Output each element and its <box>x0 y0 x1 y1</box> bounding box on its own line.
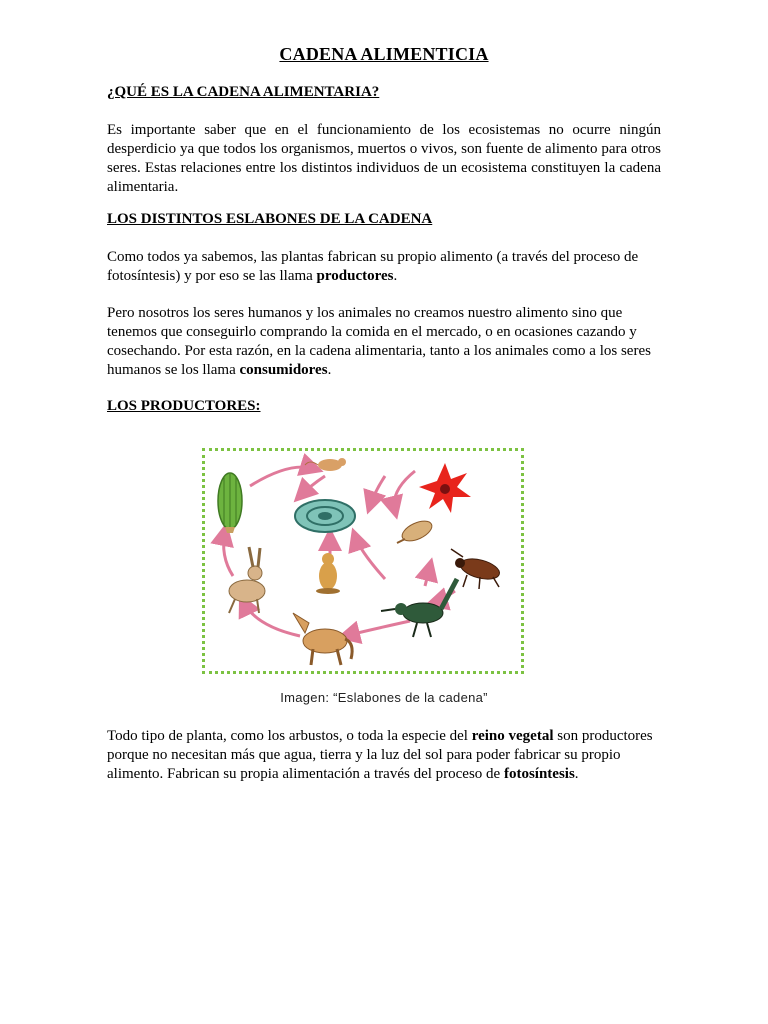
heading-links: LOS DISTINTOS ESLABONES DE LA CADENA <box>107 211 433 227</box>
beetle-icon <box>451 549 502 589</box>
roadrunner-icon <box>381 579 457 637</box>
paragraph-intro: Es importante saber que en el funcionamiento de los ecosistemas no ocurre ningún desperdicio ya que todos los organismos, muertos o vivos, son fuente de alimento para otros seres. Estas relaciones entre los distintos individuos de un ecosistema constituyen la cadena alimentaria. <box>107 122 661 195</box>
term-productores: productores <box>316 268 394 284</box>
text: Todo tipo de planta, como los arbustos, o toda la especie del <box>107 728 472 744</box>
paragraph-producers-intro <box>107 248 661 286</box>
term-fotosintesis: fotosíntesis <box>503 766 575 782</box>
text: . <box>393 268 398 284</box>
page-title: CADENA ALIMENTICIA <box>279 44 489 64</box>
paragraph-producers <box>107 727 661 784</box>
food-chain-figure <box>202 448 524 674</box>
text: Pero nosotros los seres humanos y los animales no creamos nuestro alimento sino que tenemos que conseguirlo comprando la comida en el mercado, o en ocasiones cazando y cosechando. Por esta razón, en la cadena alimentaria, tanto a los animales como a los seres humanos se los llama <box>107 305 651 378</box>
paragraph-consumers <box>107 304 661 380</box>
term-reino-vegetal: reino vegetal <box>471 728 554 744</box>
cactus-icon <box>218 473 242 533</box>
heading-what-is: ¿QUÉ ES LA CADENA ALIMENTARIA? <box>107 84 380 100</box>
text: son productores porque no necesitan más que agua, tierra y la luz del sol para poder fabricar su propio alimento. Fabrican su propia alimentación a través del proceso de <box>107 728 653 782</box>
term-consumidores: consumidores <box>239 362 328 378</box>
moth-icon <box>397 517 435 545</box>
coyote-icon <box>293 613 352 665</box>
food-chain-illustration <box>205 451 521 671</box>
rabbit-icon <box>229 547 265 613</box>
flower-icon <box>419 463 471 513</box>
figure-caption: Imagen: “Eslabones de la cadena” <box>280 690 488 705</box>
text: . <box>574 766 579 782</box>
text: . <box>327 362 332 378</box>
snake-icon <box>295 500 355 532</box>
gopher-icon <box>316 553 340 594</box>
heading-producers: LOS PRODUCTORES: <box>107 398 261 414</box>
text: Como todos ya sabemos, las plantas fabrican su propio alimento (a través del proceso de fotosíntesis) y por eso se las llama <box>107 249 639 284</box>
